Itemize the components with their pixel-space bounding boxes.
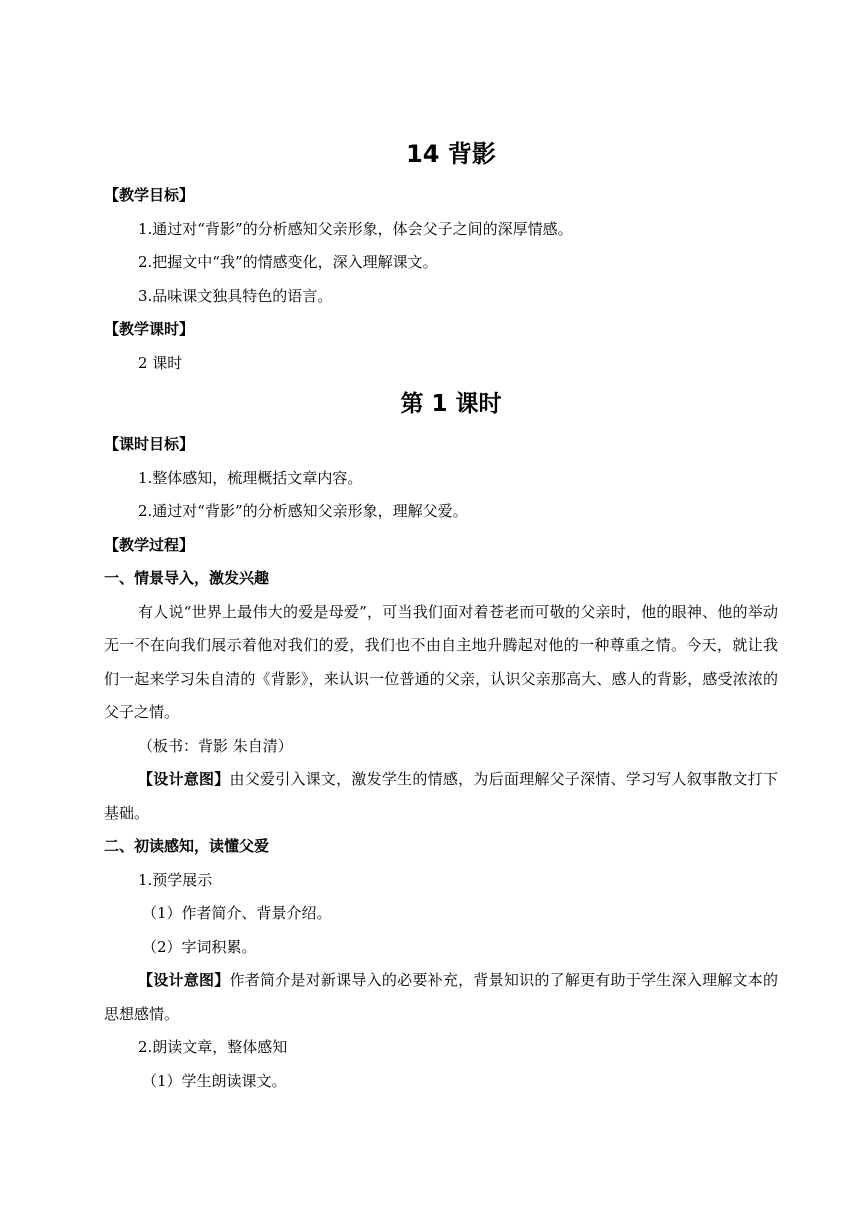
- lesson-goals-heading: 【课时目标】: [104, 435, 195, 453]
- design-intent-tag: 【设计意图】: [138, 971, 230, 989]
- class-hours-value: 2 课时: [138, 353, 183, 372]
- class-hours-heading: 【教学课时】: [104, 320, 195, 338]
- teaching-goals-heading: 【教学目标】: [104, 186, 195, 204]
- teaching-goal-item: 1.通过对“背影”的分析感知父亲形象，体会父子之间的深厚情感。: [138, 219, 573, 238]
- part1-design-paragraph: [104, 763, 778, 830]
- process-heading: 【教学过程】: [104, 535, 195, 554]
- part1-heading: 一、情景导入，激发兴趣: [104, 569, 270, 587]
- lesson-title: 第 1 课时: [400, 391, 502, 417]
- part2-heading: 二、初读感知，读懂父爱: [104, 837, 270, 855]
- part1-paragraph: 有人说“世界上最伟大的爱是母爱”，可当我们面对着苍老而可敬的父亲时，他的眼神、他的举动无一不在向我们展示着他对我们的爱，我们也不由自主地升腾起对他的一种尊重之情。今天，就让我们一起来学习朱自清的《背影》，来认识一位普通的父亲，认识父亲那高大、感人的背影，感受浓浓的父子之情。: [104, 602, 778, 721]
- teaching-goal-item: 2.把握文中“我”的情感变化，深入理解课文。: [138, 253, 438, 271]
- teaching-goal-item: 3.品味课文独具特色的语言。: [138, 286, 333, 305]
- design-intent-text: 由父爱引入课文，激发学生的情感，为后面理解父子深情、学习写人叙事散文打下基础。: [104, 770, 778, 822]
- design-intent-text: 作者简介是对新课导入的必要补充，背景知识的了解更有助于学生深入理解文本的思想感情。: [104, 971, 778, 1023]
- part2-design-paragraph: [104, 964, 778, 1031]
- lesson-goal-item: 2.通过对“背影”的分析感知父亲形象，理解父爱。: [138, 502, 468, 520]
- page-title: 14 背影: [406, 140, 496, 168]
- part2-item: 1.预学展示: [138, 870, 213, 889]
- board-note: （板书：背影 朱自清）: [138, 736, 293, 755]
- lesson-goal-item: 1.整体感知，梳理概括文章内容。: [138, 468, 363, 487]
- design-intent-tag: 【设计意图】: [138, 770, 230, 788]
- part2-subitem: （1）学生朗读课文。: [142, 1071, 287, 1090]
- part2-subitem: （2）字词积累。: [142, 937, 257, 956]
- part2-item: 2.朗读文章，整体感知: [138, 1038, 288, 1056]
- part2-subitem: （1）作者简介、背景介绍。: [142, 904, 332, 922]
